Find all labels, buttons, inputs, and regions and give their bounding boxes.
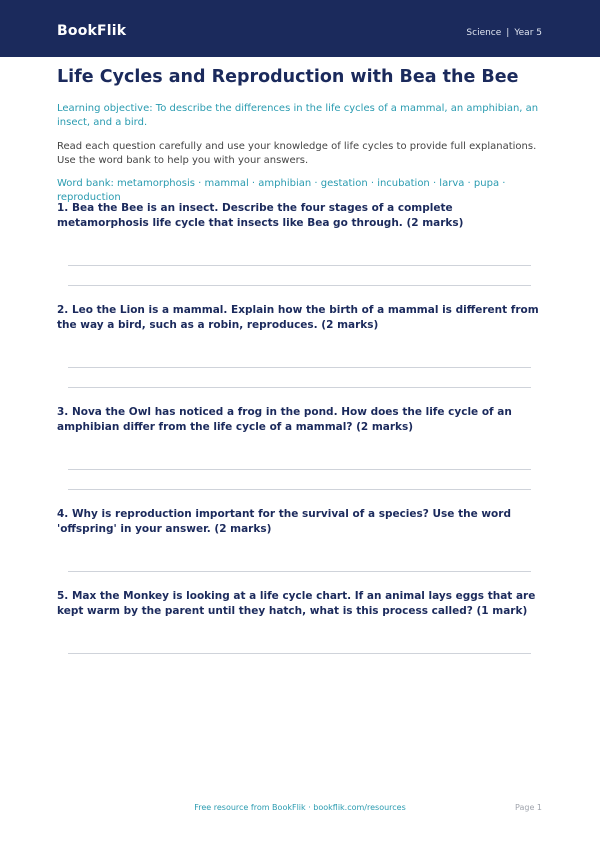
- page-number: Page 1: [515, 803, 542, 812]
- question-1: [57, 201, 543, 231]
- question-2: [57, 303, 543, 333]
- learning-objective: Learning objective: To describe the differences in the life cycles of a mammal, an amphibian, an insect, and a bird.: [57, 103, 539, 128]
- question-5: [57, 589, 543, 619]
- question-text: 2. Leo the Lion is a mammal. Explain how the birth of a mammal is different from the way a bird, such as a robin, reproduces. (2 marks): [57, 304, 539, 331]
- question-text: 5. Max the Monkey is looking at a life cycle chart. If an animal lays eggs that are kept warm by the parent until they hatch, what is this process called? (1 mark): [57, 590, 536, 617]
- question-text: 1. Bea the Bee is an insect. Describe the four stages of a complete metamorphosis life cycle that insects like Bea go through. (2 marks): [57, 202, 464, 229]
- instructions: Read each question carefully and use your knowledge of life cycles to provide full explanations. Use the word bank to help you with your answers.: [57, 141, 537, 166]
- answer-line[interactable]: [68, 571, 531, 572]
- answer-line[interactable]: [68, 387, 531, 388]
- worksheet-intro: [57, 66, 543, 205]
- brand-logo: BookFlik: [57, 23, 127, 39]
- question-4: [57, 507, 543, 537]
- subject-label: Science: [466, 28, 502, 38]
- answer-line[interactable]: [68, 265, 531, 266]
- answer-line[interactable]: [68, 469, 531, 470]
- answer-line[interactable]: [68, 653, 531, 654]
- footer-link[interactable]: Free resource from BookFlik · bookflik.com/resources: [194, 803, 406, 812]
- answer-line[interactable]: [68, 285, 531, 286]
- answer-line[interactable]: [68, 367, 531, 368]
- header-separator: |: [506, 28, 510, 38]
- page-header: [0, 0, 600, 57]
- word-bank: Word bank: metamorphosis · mammal · amphibian · gestation · incubation · larva · pupa · reproduction: [57, 178, 506, 203]
- year-label: Year 5: [514, 28, 542, 38]
- question-text: 4. Why is reproduction important for the survival of a species? Use the word 'offspring' in your answer. (2 marks): [57, 508, 511, 535]
- question-text: 3. Nova the Owl has noticed a frog in the pond. How does the life cycle of an amphibian differ from the life cycle of a mammal? (2 marks): [57, 406, 512, 433]
- question-3: [57, 405, 543, 435]
- worksheet-title: Life Cycles and Reproduction with Bea the Bee: [57, 67, 519, 87]
- subject-year-label: [466, 27, 542, 39]
- answer-line[interactable]: [68, 489, 531, 490]
